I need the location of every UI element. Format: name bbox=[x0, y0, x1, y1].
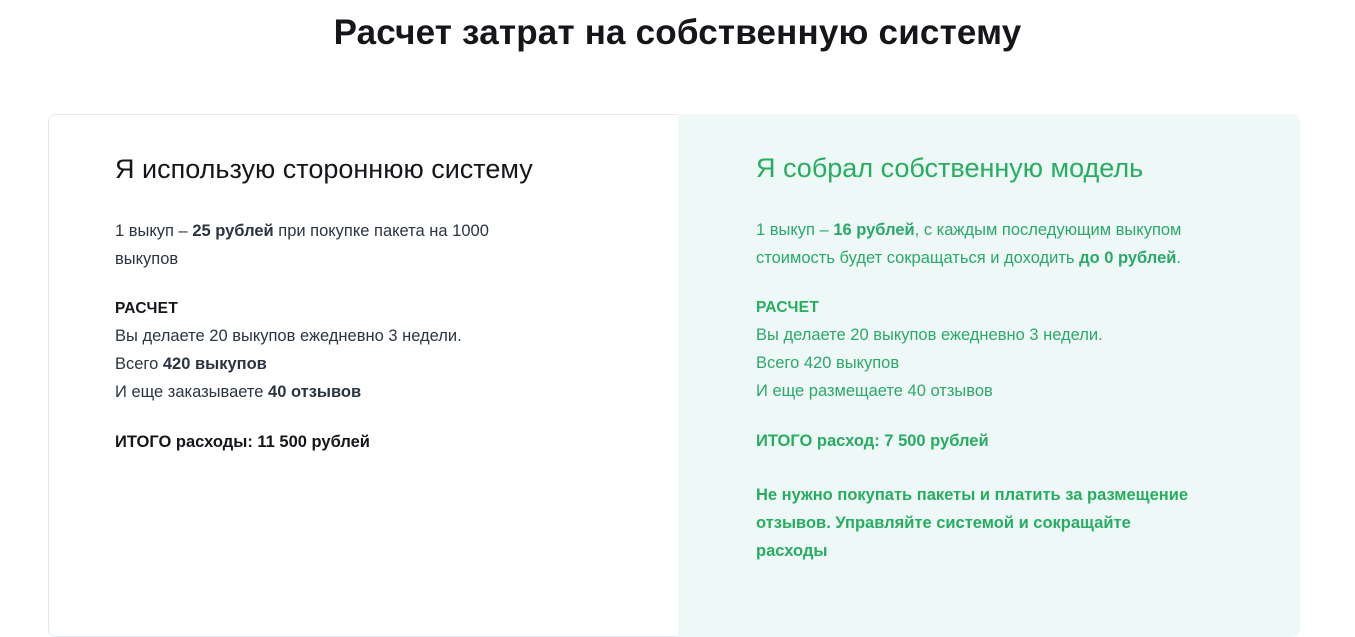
card-heading-third-party: Я использую стороннюю систему bbox=[115, 154, 533, 184]
own-system-intro bbox=[756, 216, 1201, 273]
own-system-intro-min-price: до 0 рублей bbox=[1079, 249, 1177, 268]
third-party-intro-prefix: 1 выкуп – bbox=[115, 221, 193, 240]
card-third-party-system bbox=[48, 114, 678, 637]
third-party-intro-price: 25 рублей bbox=[192, 221, 274, 240]
own-system-calc-lines bbox=[756, 321, 1216, 406]
own-system-note: Не нужно покупать пакеты и платить за размещение отзывов. Управляйте системой и сокращайте расходы bbox=[756, 485, 1189, 561]
third-party-calc-line-2-value: 420 выкупов bbox=[162, 354, 267, 373]
third-party-intro bbox=[115, 217, 555, 274]
card-own-system bbox=[678, 114, 1300, 637]
own-system-calc-line-1: Вы делаете 20 выкупов ежедневно 3 недели. bbox=[756, 325, 1103, 344]
own-system-calc-label: РАСЧЕТ bbox=[756, 298, 820, 316]
third-party-calc-line-2 bbox=[115, 350, 535, 378]
third-party-calc-label: РАСЧЕТ bbox=[115, 299, 179, 317]
card-heading-own-system: Я собрал собственную модель bbox=[756, 153, 1144, 183]
third-party-calc-line-2-prefix: Всего bbox=[115, 354, 163, 373]
third-party-calc-line-3-value: 40 отзывов bbox=[268, 383, 362, 402]
third-party-calc-lines bbox=[115, 322, 535, 407]
third-party-intro-suffix: при покупке пакета на 1000 выкупов bbox=[115, 221, 489, 269]
own-system-calc-line-3: И еще размещаете 40 отзывов bbox=[756, 382, 993, 401]
third-party-calc-line-1: Вы делаете 20 выкупов ежедневно 3 недели. bbox=[115, 326, 462, 345]
own-system-intro-price: 16 рублей bbox=[833, 220, 915, 239]
third-party-calc-line-3 bbox=[115, 378, 535, 406]
own-system-intro-suffix: . bbox=[1176, 249, 1181, 268]
third-party-total: ИТОГО расходы: 11 500 рублей bbox=[115, 432, 370, 451]
own-system-total: ИТОГО расход: 7 500 рублей bbox=[756, 431, 989, 450]
own-system-intro-prefix: 1 выкуп – bbox=[756, 220, 834, 239]
comparison-cards bbox=[48, 114, 1300, 637]
cost-comparison-page bbox=[0, 12, 1355, 637]
own-system-intro-middle: , с каждым последующим выкупом стоимость будет сокращаться и доходить bbox=[756, 220, 1182, 268]
page-title: Расчет затрат на собственную систему bbox=[333, 13, 1022, 52]
third-party-calc-line-3-prefix: И еще заказываете bbox=[115, 383, 269, 402]
own-system-calc-line-2: Всего 420 выкупов bbox=[756, 353, 900, 372]
